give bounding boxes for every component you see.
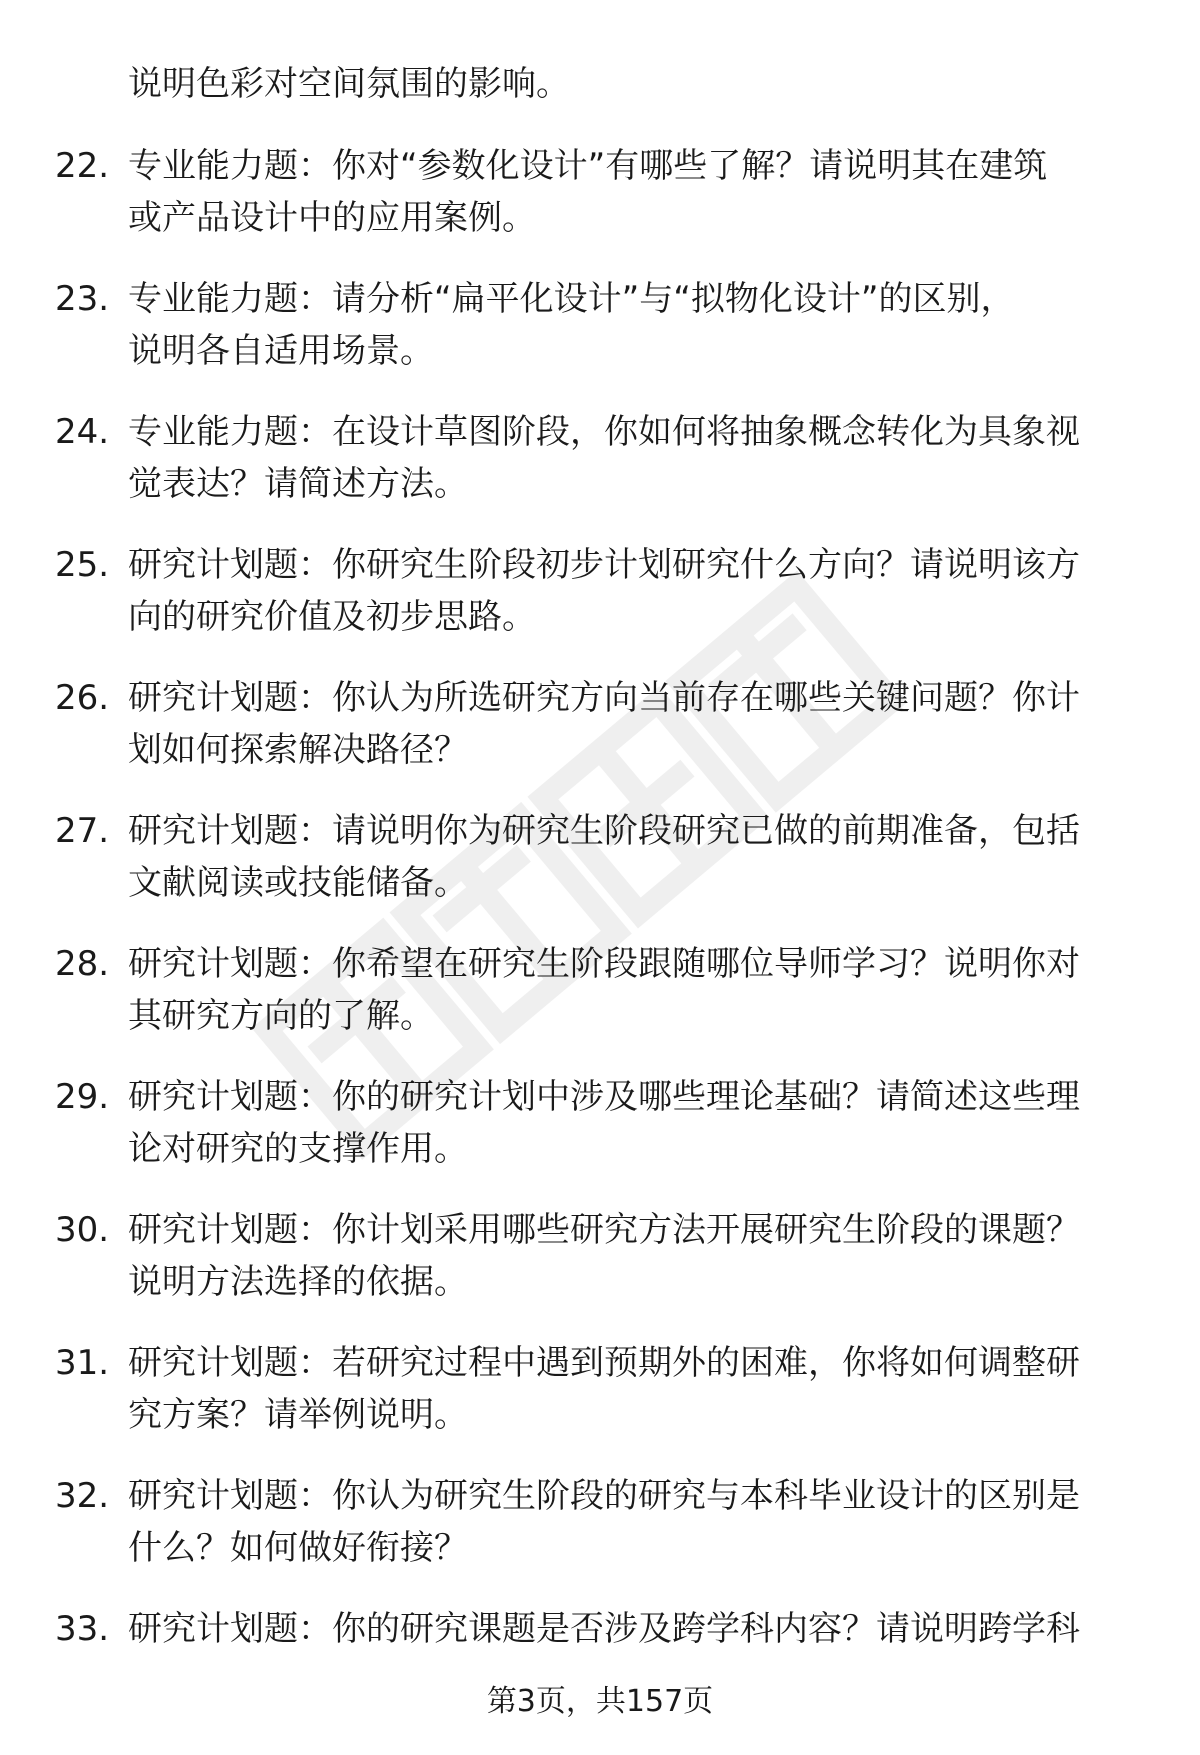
question-text-line: 研究计划题：你研究生阶段初步计划研究什么方向？请说明该方: [128, 545, 1080, 585]
page-indicator: 第3页，共157页: [486, 1684, 714, 1719]
question-item: [0, 273, 1200, 406]
question-item: [0, 938, 1200, 1071]
question-text-line: 研究计划题：若研究过程中遇到预期外的困难，你将如何调整研: [128, 1343, 1080, 1383]
question-number: 30.: [55, 1210, 110, 1250]
question-text: [128, 1470, 1148, 1574]
question-text-line: 专业能力题：在设计草图阶段，你如何将抽象概念转化为具象视: [128, 412, 1080, 452]
question-number: 31.: [55, 1343, 110, 1383]
question-text: [128, 1603, 1148, 1655]
question-text: [128, 140, 1148, 244]
question-text: [128, 539, 1148, 643]
question-item: [0, 140, 1200, 273]
question-text-line: 划如何探索解决路径？: [128, 730, 468, 770]
question-number: 32.: [55, 1476, 110, 1516]
question-text-line: 或产品设计中的应用案例。: [128, 198, 536, 238]
question-text: [128, 805, 1148, 909]
question-number: 27.: [55, 811, 110, 851]
question-number: 28.: [55, 944, 110, 984]
question-text: [128, 273, 1148, 377]
question-text-line: 研究计划题：请说明你为研究生阶段研究已做的前期准备，包括: [128, 811, 1080, 851]
question-text: [128, 406, 1148, 510]
question-item: [0, 406, 1200, 539]
question-text-line: 研究计划题：你的研究计划中涉及哪些理论基础？请简述这些理: [128, 1077, 1080, 1117]
page-footer: [0, 1682, 1200, 1722]
question-item: [0, 805, 1200, 938]
question-number: 24.: [55, 412, 110, 452]
question-text: [128, 1204, 1148, 1308]
question-number: 26.: [55, 678, 110, 718]
question-text-line: 觉表达？请简述方法。: [128, 464, 468, 504]
question-text-line: 研究计划题：你希望在研究生阶段跟随哪位导师学习？说明你对: [128, 944, 1080, 984]
question-text-line: 专业能力题：请分析“扁平化设计”与“拟物化设计”的区别，: [128, 279, 1015, 319]
question-item: [0, 1071, 1200, 1204]
question-number: 23.: [55, 279, 110, 319]
question-text: [128, 1337, 1148, 1441]
question-text: [128, 672, 1148, 776]
question-list: [0, 140, 1200, 1736]
question-text-line: 文献阅读或技能储备。: [128, 863, 468, 903]
question-text: [128, 938, 1148, 1042]
question-text-line: 研究计划题：你计划采用哪些研究方法开展研究生阶段的课题？: [128, 1210, 1080, 1250]
question-item: [0, 672, 1200, 805]
question-text-line: 专业能力题：你对“参数化设计”有哪些了解？请说明其在建筑: [128, 146, 1048, 186]
question-item: [0, 1337, 1200, 1470]
question-text-line: 论对研究的支撑作用。: [128, 1129, 468, 1169]
question-item: [0, 539, 1200, 672]
question-number: 25.: [55, 545, 110, 585]
question-text-line: 向的研究价值及初步思路。: [128, 597, 536, 637]
question-item: [0, 1204, 1200, 1337]
question-number: 33.: [55, 1609, 110, 1649]
question-number: 22.: [55, 146, 110, 186]
question-text-line: 其研究方向的了解。: [128, 996, 434, 1036]
question-text-line: 研究计划题：你认为研究生阶段的研究与本科毕业设计的区别是: [128, 1476, 1080, 1516]
question-text-line: 什么？如何做好衔接？: [128, 1528, 468, 1568]
question-number: 29.: [55, 1077, 110, 1117]
question-text-line: 究方案？请举例说明。: [128, 1395, 468, 1435]
question-text-line: 说明方法选择的依据。: [128, 1262, 468, 1302]
question-text-line: 研究计划题：你的研究课题是否涉及跨学科内容？请说明跨学科: [128, 1609, 1080, 1649]
question-item: [0, 1470, 1200, 1603]
intro-continuation: 说明色彩对空间氛围的影响。: [128, 64, 570, 104]
question-text-line: 研究计划题：你认为所选研究方向当前存在哪些关键问题？你计: [128, 678, 1080, 718]
question-text-line: 说明各自适用场景。: [128, 331, 434, 371]
question-text: [128, 1071, 1148, 1175]
